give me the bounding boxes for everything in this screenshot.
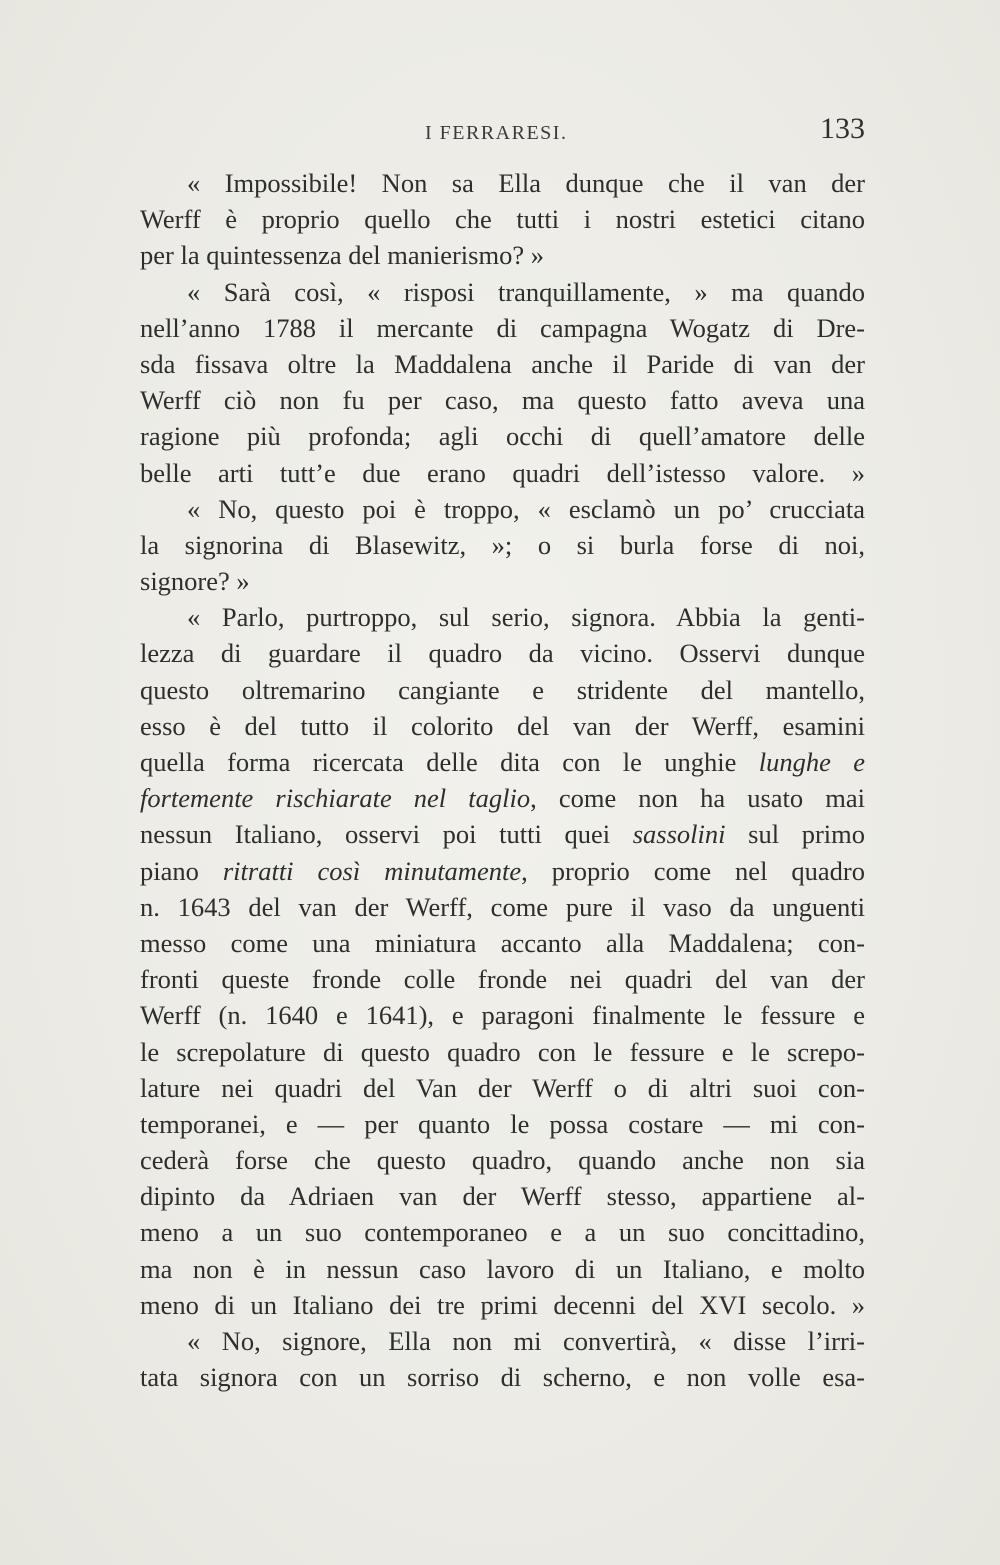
- italic-run: fortemente rischiarate nel taglio: [140, 783, 531, 814]
- text-line: questo oltremarino cangiante e stridente del mantello,: [140, 674, 865, 705]
- text-line: lature nei quadri del Van der Werff o di altri suoi con-: [140, 1072, 865, 1103]
- text-line: [140, 816, 865, 852]
- text-line: signore? »: [140, 566, 250, 597]
- text-line: Werff (n. 1640 e 1641), e paragoni finalmente le fessure e: [140, 1000, 865, 1031]
- text-line: messo come una miniatura accanto alla Maddalena; con-: [140, 927, 865, 958]
- text-line: tata signora con un sorriso di scherno, e non volle esa-: [140, 1362, 865, 1393]
- text-line: per la quintessenza del manierismo? »: [140, 240, 544, 271]
- text-line: « Parlo, purtroppo, sul serio, signora. Abbia la genti-: [187, 602, 865, 633]
- text-run: quella forma ricercata delle dita con le unghie: [140, 747, 759, 777]
- text-line: ragione più profonda; agli occhi di quell’amatore delle: [140, 421, 865, 452]
- text-line: [140, 780, 865, 816]
- text-run: , come non ha usato mai: [530, 783, 865, 814]
- italic-run: sassolini: [632, 819, 726, 850]
- page-header: [140, 112, 865, 156]
- text-run: , proprio come nel quadro: [521, 855, 865, 886]
- text-line: « Impossibile! Non sa Ella dunque che il van der: [187, 168, 865, 198]
- body-text: [140, 165, 865, 1395]
- text-line: Werff ciò non fu per caso, ma questo fatto aveva una: [140, 385, 865, 416]
- text-line: « No, questo poi è troppo, « esclamò un po’ crucciata: [187, 493, 865, 524]
- text-line: esso è del tutto il colorito del van der Werff, esamini: [140, 710, 865, 741]
- text-line: sda fissava oltre la Maddalena anche il Paride di van der: [140, 348, 865, 379]
- text-line: le screpolature di questo quadro con le fessure e le screpo-: [140, 1036, 865, 1067]
- text-line: meno di un Italiano dei tre primi decenni del XVI secolo. »: [140, 1289, 865, 1320]
- text-line: cederà forse che questo quadro, quando anche non sia: [140, 1145, 865, 1176]
- text-line: fronti queste fronde colle fronde nei quadri del van der: [140, 964, 865, 995]
- italic-run: ritratti così minutamente: [222, 855, 522, 886]
- text-line: la signorina di Blasewitz, »; o si burla forse di noi,: [140, 529, 865, 560]
- text-line: ma non è in nessun caso lavoro di un Italiano, e molto: [140, 1253, 865, 1284]
- text-line: meno a un suo contemporaneo e a un suo concittadino,: [140, 1217, 865, 1248]
- text-line: Werff è proprio quello che tutti i nostri estetici citano: [140, 204, 865, 235]
- text-line: « Sarà così, « risposi tranquillamente, » ma quando: [187, 276, 865, 307]
- text-line: [140, 744, 865, 780]
- text-line: [140, 853, 865, 889]
- text-line: lezza di guardare il quadro da vicino. Osservi dunque: [140, 638, 865, 669]
- text-line: dipinto da Adriaen van der Werff stesso, appartiene al-: [140, 1181, 865, 1212]
- text-run: piano: [140, 855, 223, 886]
- text-line: n. 1643 del van der Werff, come pure il vaso da unguenti: [140, 891, 865, 922]
- text-line: belle arti tutt’e due erano quadri dell’istesso valore. »: [140, 457, 865, 488]
- text-line: temporanei, e — per quanto le possa costare — mi con-: [140, 1108, 865, 1139]
- running-title: I FERRARESI.: [425, 122, 568, 144]
- text-line: « No, signore, Ella non mi convertirà, « disse l’irri-: [187, 1326, 865, 1356]
- text-run: sul primo: [725, 819, 865, 850]
- text-run: nessun Italiano, osservi poi tutti quei: [140, 819, 633, 850]
- page-number: 133: [820, 112, 865, 145]
- text-line: nell’anno 1788 il mercante di campagna Wogatz di Dre-: [140, 312, 865, 343]
- italic-run: lunghe e: [758, 747, 865, 777]
